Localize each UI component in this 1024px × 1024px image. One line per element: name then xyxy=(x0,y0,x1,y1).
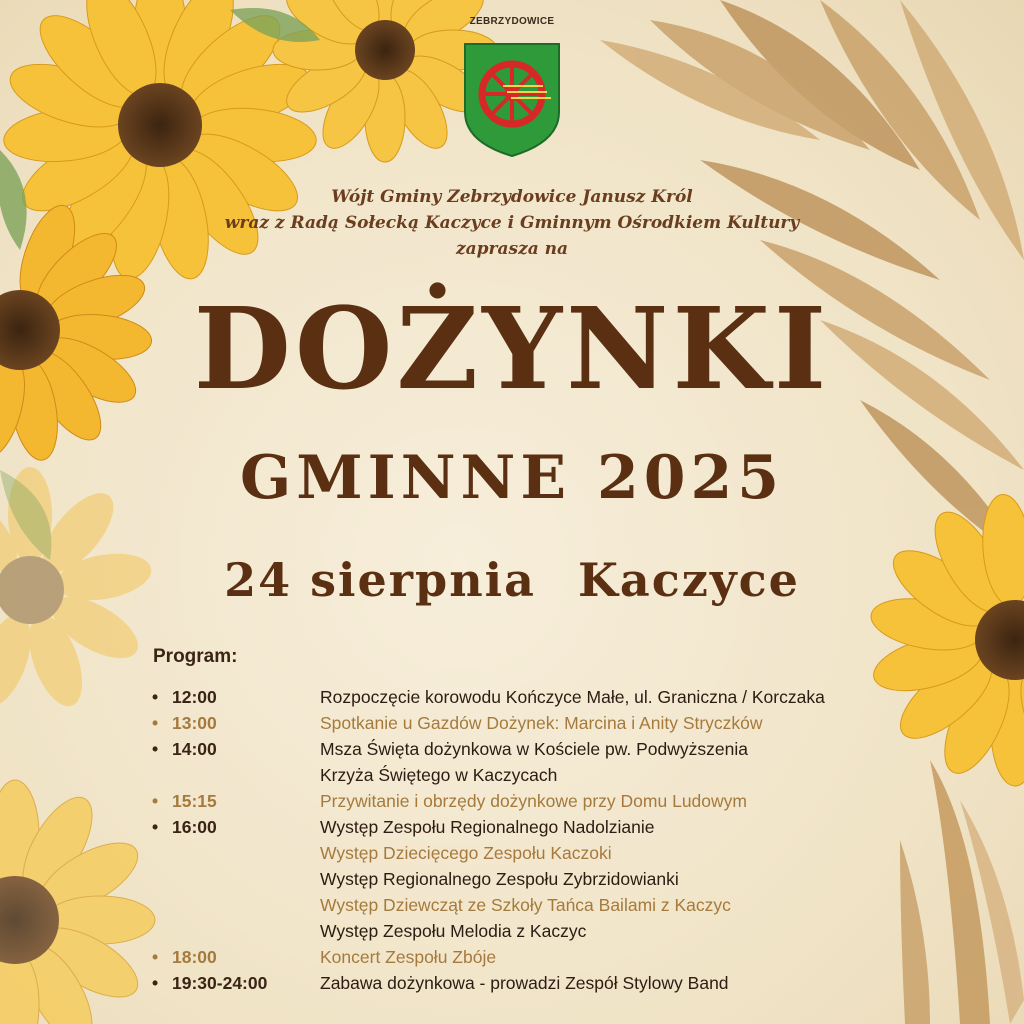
program-item xyxy=(150,944,950,970)
program-item xyxy=(150,814,950,840)
program-item xyxy=(150,970,950,996)
event-subtitle: GMINNE 2025 xyxy=(239,443,785,513)
intro-text xyxy=(150,184,874,262)
event-date: 24 sierpnia xyxy=(224,553,536,607)
program-time: 13:00 xyxy=(172,713,217,733)
bullet: • xyxy=(152,713,159,733)
program-item xyxy=(150,684,950,710)
crest-label: ZEBRZYDOWICE xyxy=(469,16,555,27)
intro-line: Wójt Gminy Zebrzydowice Janusz Król xyxy=(331,187,693,207)
program-desc: Występ Zespołu Melodia z Kaczyc xyxy=(320,921,587,941)
program-item xyxy=(150,866,950,892)
program-time: 15:15 xyxy=(172,791,217,811)
program-heading: Program: xyxy=(153,646,238,667)
program-time: 19:30-24:00 xyxy=(172,973,268,993)
program-item xyxy=(150,762,950,788)
intro-line: zaprasza na xyxy=(455,239,569,259)
program-list xyxy=(150,684,950,996)
program-desc: Występ Dziecięcego Zespołu Kaczoki xyxy=(320,843,612,863)
program-item xyxy=(150,710,950,736)
program-desc: Spotkanie u Gazdów Dożynek: Marcina i Anity Stryczków xyxy=(320,713,763,733)
program-desc: Msza Święta dożynkowa w Kościele pw. Podwyższenia xyxy=(320,739,748,759)
event-place: Kaczyce xyxy=(577,553,800,607)
program-time: 12:00 xyxy=(172,687,217,707)
bullet: • xyxy=(152,973,159,993)
program-desc: Zabawa dożynkowa - prowadzi Zespół Stylowy Band xyxy=(320,973,729,993)
crest-icon xyxy=(463,42,561,158)
program-desc: Krzyża Świętego w Kaczycach xyxy=(320,765,558,785)
intro-line: wraz z Radą Sołecką Kaczyce i Gminnym Ośrodkiem Kultury xyxy=(224,213,800,233)
program-time: 16:00 xyxy=(172,817,217,837)
program-item xyxy=(150,736,950,762)
bullet: • xyxy=(152,817,159,837)
program-item xyxy=(150,892,950,918)
program-desc: Występ Regionalnego Zespołu Zybrzidowianki xyxy=(320,869,679,889)
program-desc: Występ Zespołu Regionalnego Nadolzianie xyxy=(320,817,655,837)
program-desc: Występ Dziewcząt ze Szkoły Tańca Bailami z Kaczyc xyxy=(320,895,731,915)
bullet: • xyxy=(152,687,159,707)
event-date-place xyxy=(0,548,1024,612)
bullet: • xyxy=(152,739,159,759)
program-desc: Rozpoczęcie korowodu Kończyce Małe, ul. Graniczna / Korczaka xyxy=(320,687,825,707)
program-time: 18:00 xyxy=(172,947,217,967)
program-item xyxy=(150,788,950,814)
program-item xyxy=(150,840,950,866)
bullet: • xyxy=(152,947,159,967)
bullet: • xyxy=(152,791,159,811)
program-time: 14:00 xyxy=(172,739,217,759)
program-desc: Koncert Zespołu Zbóje xyxy=(320,947,497,967)
program-item xyxy=(150,918,950,944)
event-title: DOŻYNKI xyxy=(193,284,831,415)
program-desc: Przywitanie i obrzędy dożynkowe przy Domu Ludowym xyxy=(320,791,747,811)
